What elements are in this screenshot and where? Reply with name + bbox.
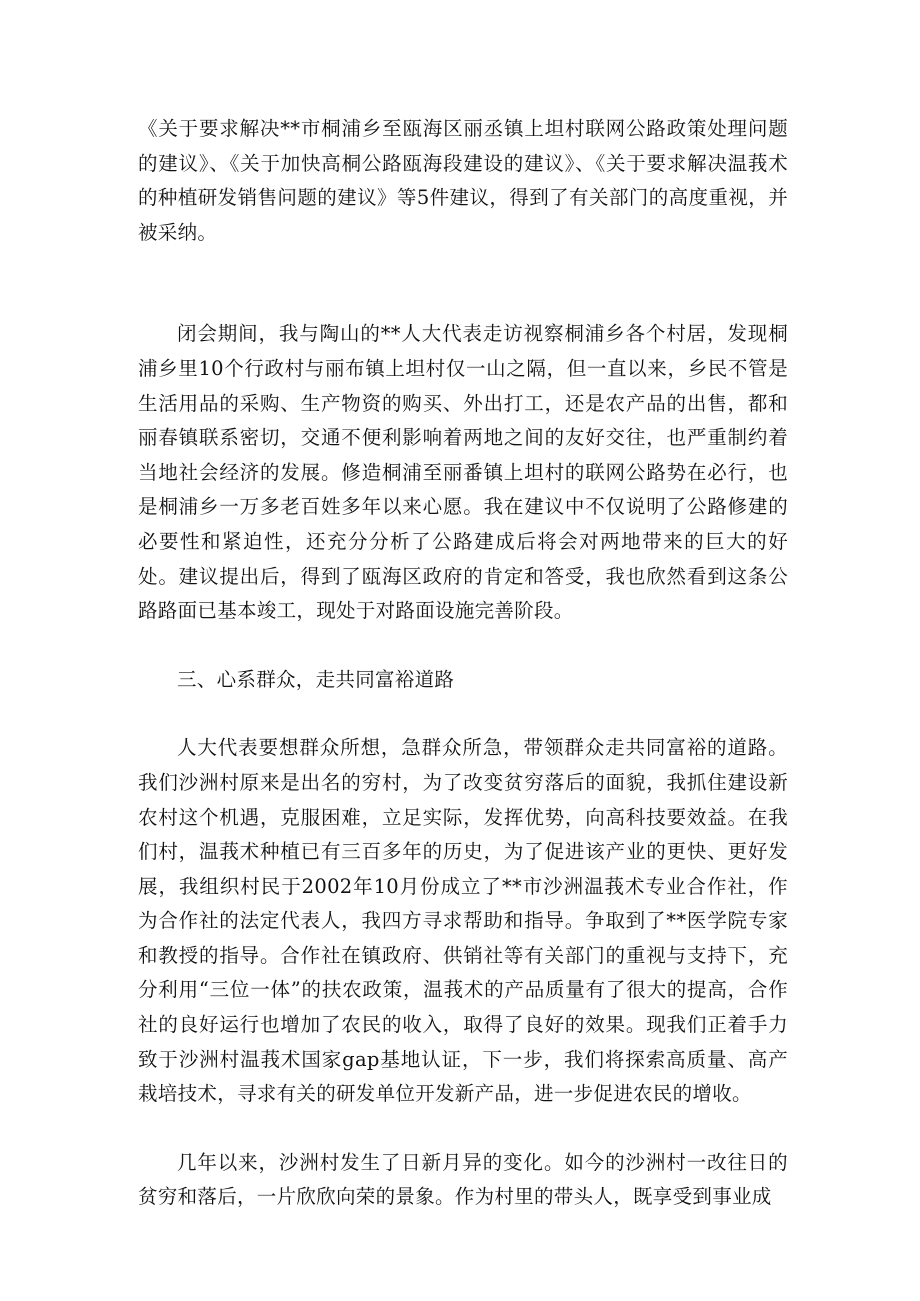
paragraph-cooperative: 人大代表要想群众所想，急群众所急，带领群众走共同富裕的道路。我们沙洲村原来是出名的穷村，为了改变贫穷落后的面貌，我抓住建设新农村这个机遇，克服困难，立足实际，发挥优势，向高科技要效益。在我们村，温莪术种植已有三百多年的历史，为了促进该产业的更快、更好发展，我组织村民于2002年10月份成立了**市沙洲温莪术专业合作社，作为合作社的法定代表人，我四方寻求帮助和指导。争取到了**医学院专家和教授的指导。合作社在镇政府、供销社等有关部门的重视与支持下，充分利用“三位一体”的扶农政策，温莪术的产品质量有了很大的提高，合作社的良好运行也增加了农民的收入，取得了良好的效果。现我们正着手力致于沙洲村温莪术国家gap基地认证，下一步，我们将探索高质量、高产栽培技术，寻求有关的研发单位开发新产品，进一步促进农民的增收。: [138, 736, 788, 1106]
paragraph-recess-visits: 闭会期间，我与陶山的**人大代表走访视察桐浦乡各个村居，发现桐浦乡里10个行政村与丽布镇上坦村仅一山之隔，但一直以来，乡民不管是生活用品的采购、生产物资的购买、外出打工，还是农产品的出售，都和丽春镇联系密切，交通不便利影响着两地之间的友好交往，也严重制约着当地社会经济的发展。修造桐浦至丽番镇上坦村的联网公路势在必行，也是桐浦乡一万多老百姓多年以来心愿。我在建议中不仅说明了公路修建的必要性和紧迫性，还充分分析了公路建成后将会对两地带来的巨大的好处。建议提出后，得到了瓯海区政府的肯定和答受，我也欣然看到这条公路路面已基本竣工，现处于对路面设施完善阶段。: [138, 322, 788, 623]
document-page: [138, 112, 788, 1215]
paragraph-village-changes: 几年以来，沙洲村发生了日新月异的变化。如今的沙洲村一改往日的贫穷和落后，一片欣欣向荣的景象。作为村里的带头人，既享受到事业成: [138, 1150, 788, 1209]
paragraph-proposals: 《关于要求解决**市桐浦乡至瓯海区丽丞镇上坦村联网公路政策处理问题的建议》、《关于加快高桐公路瓯海段建设的建议》、《关于要求解决温莪术的种植研发销售问题的建议》等5件建议，得到了有关部门的高度重视，并被采纳。: [138, 117, 788, 244]
section-heading: 三、心系群众，走共同富裕道路: [177, 667, 455, 691]
